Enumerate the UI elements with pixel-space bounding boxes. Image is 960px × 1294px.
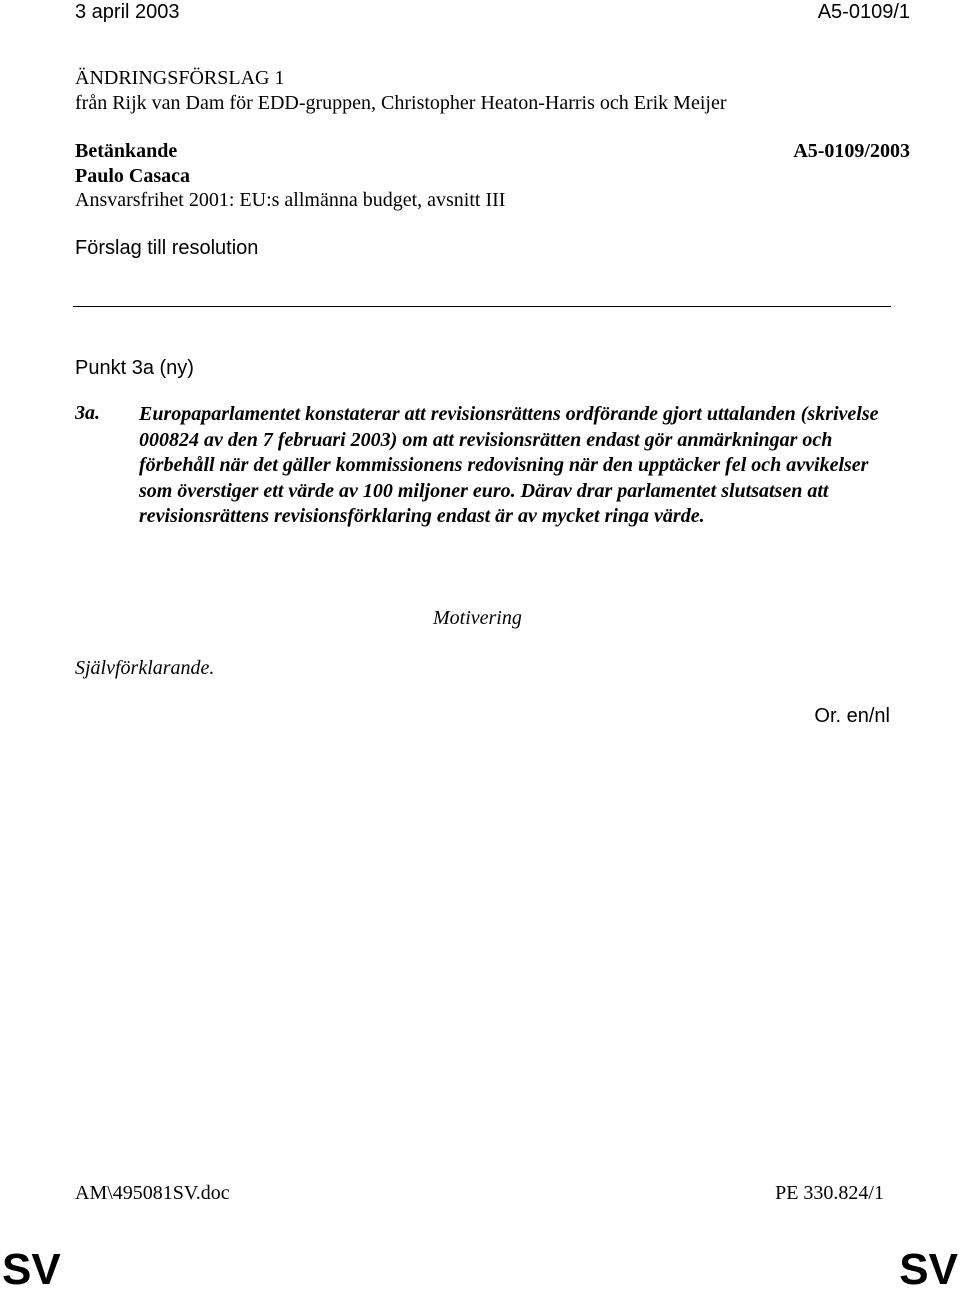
report-label: Betänkande [75, 140, 178, 162]
point-text: Europaparlamentet konstaterar att revisionsrättens ordförande gjort uttalanden (skrivelse 000824 av den 7 februari 2003) om att revisionsrätten endast gör anmärkningar och förbehåll när det gäller kommissionens redovisning när den upptäcker fel och avvikelser som överstiger ett värde av 100 miljoner euro. Därav drar parlamentet slutsatsen att revisionsrättens revisionsförklaring endast är av mycket ringa värde. [139, 403, 879, 527]
report-number: A5-0109/2003 [793, 140, 910, 162]
footer-pe: PE 330.824/1 [775, 1182, 884, 1204]
original-language: Or. en/nl [814, 705, 890, 727]
rapporteur: Paulo Casaca [75, 165, 190, 187]
separator-rule [73, 306, 891, 307]
footer-lang-left: SV [2, 1245, 61, 1294]
footer-doc: AM\495081SV.doc [75, 1182, 230, 1204]
amendment-authors: från Rijk van Dam för EDD-gruppen, Christopher Heaton-Harris och Erik Meijer [75, 92, 727, 114]
justification-text: Självförklarande. [75, 657, 215, 679]
justification-heading: Motivering [433, 607, 522, 629]
amendment-title: ÄNDRINGSFÖRSLAG 1 [75, 67, 285, 89]
report-subject: Ansvarsfrihet 2001: EU:s allmänna budget, avsnitt III [75, 189, 506, 211]
point-number: 3a. [75, 402, 100, 424]
header-date: 3 april 2003 [75, 1, 180, 23]
header-ref: A5-0109/1 [817, 1, 910, 23]
proposal-type: Förslag till resolution [75, 237, 259, 259]
footer-lang-right: SV [899, 1245, 958, 1294]
point-heading: Punkt 3a (ny) [75, 357, 194, 379]
